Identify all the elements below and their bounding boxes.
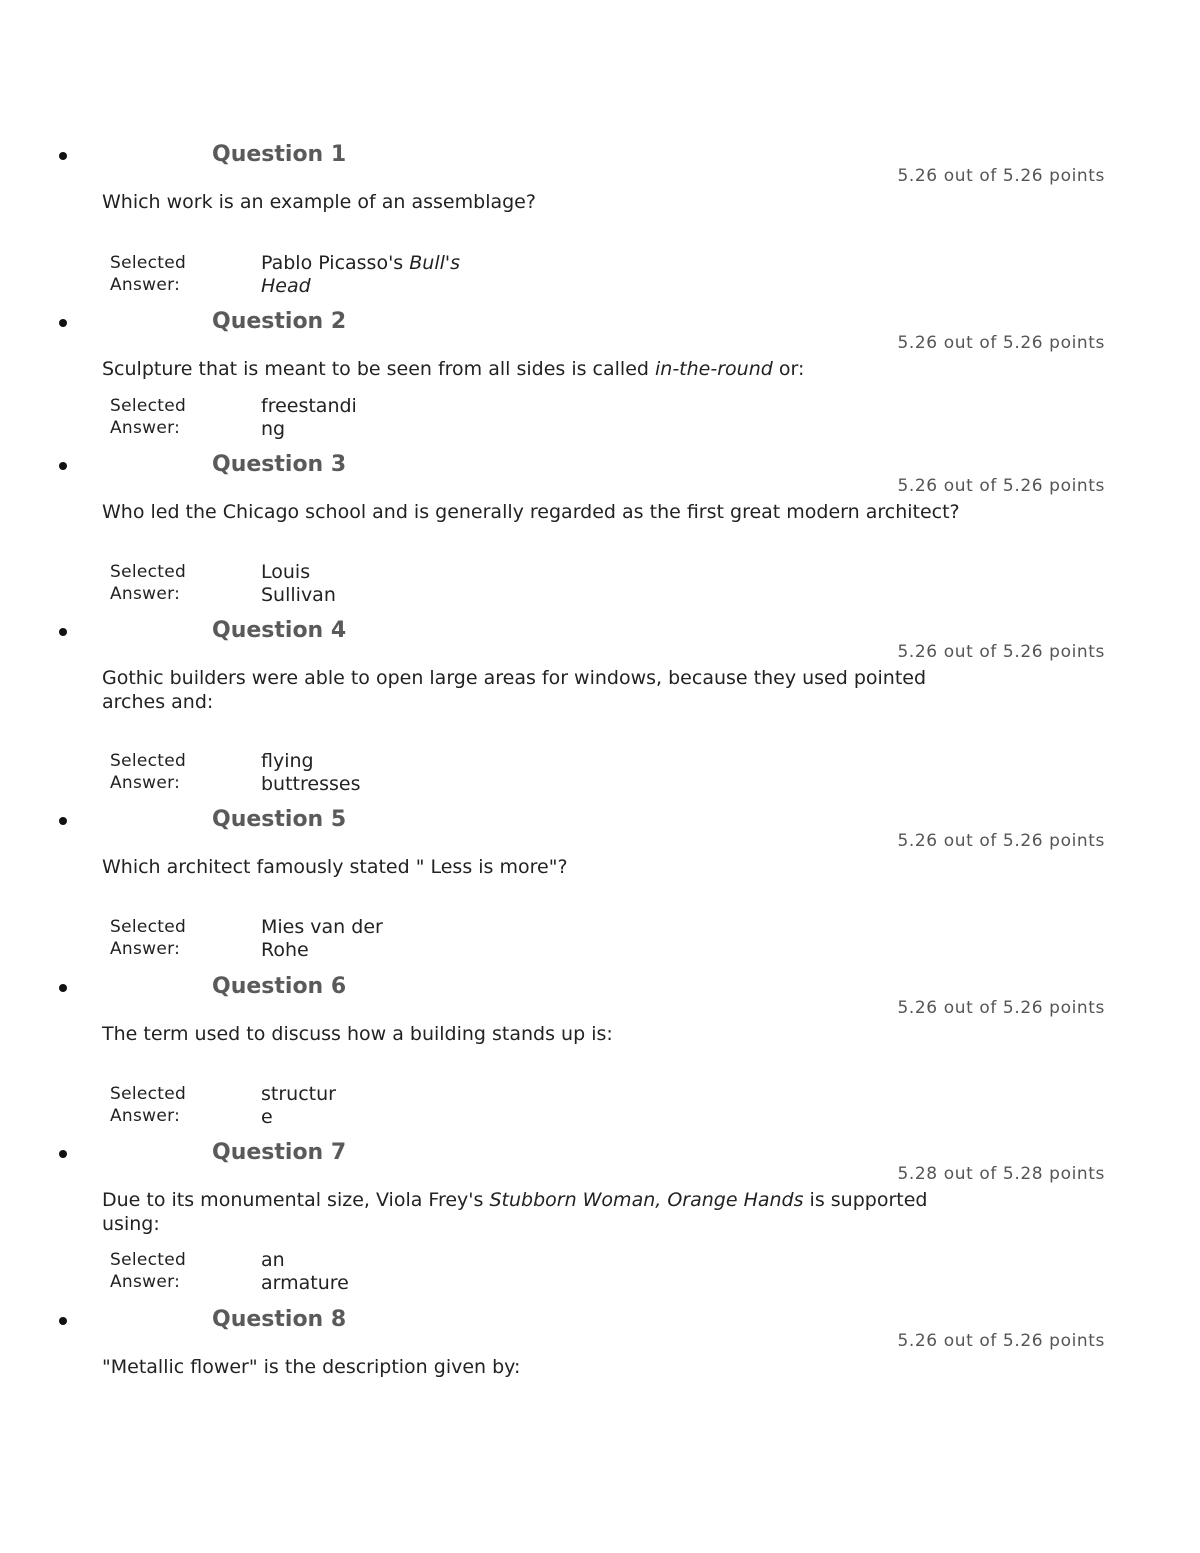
question-title: Question 5	[212, 807, 347, 832]
selected-answer-value: freestandi ng	[261, 395, 357, 440]
selected-answer-label: Selected Answer:	[110, 396, 187, 438]
question-points: 5.26 out of 5.26 points	[897, 1331, 1105, 1351]
question-points: 5.26 out of 5.26 points	[897, 642, 1105, 662]
selected-answer-value: Pablo Picasso's Bull's Head	[261, 252, 461, 297]
list-bullet	[59, 1317, 67, 1325]
question-text: Due to its monumental size, Viola Frey's Stubborn Woman, Orange Hands is supported using:	[102, 1189, 928, 1235]
selected-answer-value: an armature	[261, 1249, 349, 1294]
list-bullet	[59, 1150, 67, 1158]
selected-answer-value: Mies van der Rohe	[261, 916, 383, 961]
question-text: Sculpture that is meant to be seen from all sides is called in-the-round or:	[102, 358, 805, 380]
selected-answer-label: Selected Answer:	[110, 562, 187, 604]
question-title: Question 4	[212, 618, 347, 643]
question-title: Question 7	[212, 1140, 347, 1165]
question-points: 5.26 out of 5.26 points	[897, 998, 1105, 1018]
selected-answer-label: Selected Answer:	[110, 917, 187, 959]
selected-answer-value: flying buttresses	[261, 750, 361, 795]
selected-answer-value: structur e	[261, 1083, 336, 1128]
question-text: "Metallic flower" is the description given by:	[102, 1356, 521, 1378]
selected-answer-label: Selected Answer:	[110, 1084, 187, 1126]
question-title: Question 8	[212, 1307, 347, 1332]
question-title: Question 2	[212, 309, 347, 334]
question-points: 5.26 out of 5.26 points	[897, 476, 1105, 496]
selected-answer-label: Selected Answer:	[110, 751, 187, 793]
question-text: Which work is an example of an assemblage?	[102, 191, 536, 213]
question-text: The term used to discuss how a building stands up is:	[102, 1023, 613, 1045]
selected-answer-label: Selected Answer:	[110, 253, 187, 295]
question-points: 5.26 out of 5.26 points	[897, 166, 1105, 186]
selected-answer-value: Louis Sullivan	[261, 561, 336, 606]
question-title: Question 3	[212, 452, 347, 477]
question-points: 5.26 out of 5.26 points	[897, 831, 1105, 851]
list-bullet	[59, 628, 67, 636]
selected-answer-label: Selected Answer:	[110, 1250, 187, 1292]
question-title: Question 6	[212, 974, 347, 999]
question-points: 5.26 out of 5.26 points	[897, 333, 1105, 353]
list-bullet	[59, 152, 67, 160]
list-bullet	[59, 319, 67, 327]
question-points: 5.28 out of 5.28 points	[897, 1164, 1105, 1184]
question-text: Who led the Chicago school and is generally regarded as the first great modern architect?	[102, 501, 960, 523]
list-bullet	[59, 817, 67, 825]
list-bullet	[59, 984, 67, 992]
list-bullet	[59, 462, 67, 470]
question-text: Gothic builders were able to open large areas for windows, because they used pointed arches and:	[102, 667, 927, 713]
question-title: Question 1	[212, 142, 347, 167]
question-text: Which architect famously stated " Less is more"?	[102, 856, 568, 878]
